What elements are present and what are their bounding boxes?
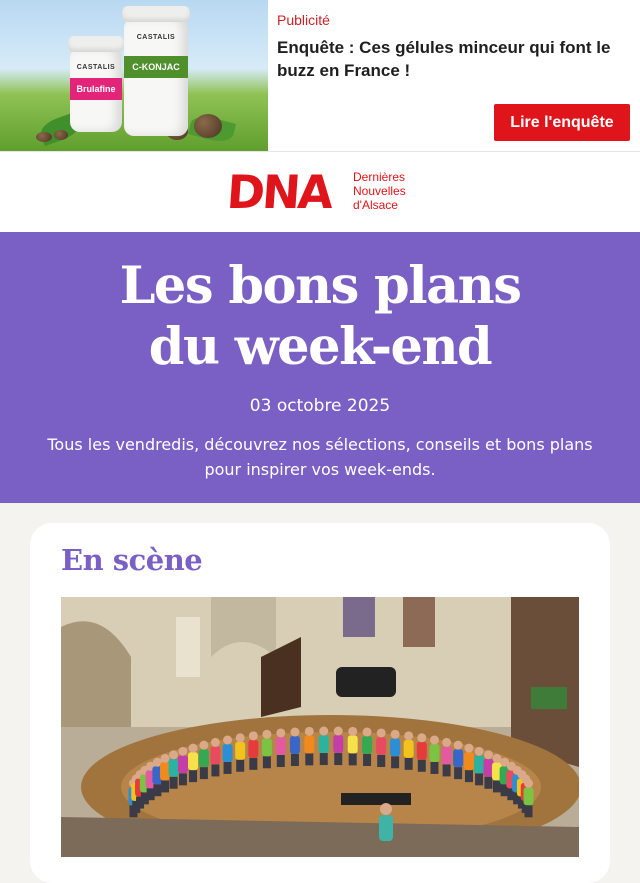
title-line: du week-end [148,317,492,377]
read-investigation-button[interactable]: Lire l'enquête [494,104,630,141]
singer-figure [178,747,188,786]
singer-figure [248,731,258,770]
bottle-name: C-KONJAC [124,56,188,78]
singer-figure [453,741,463,780]
singer-figure [524,779,534,818]
ad-title[interactable]: Enquête : Ces gélules minceur qui font le buzz en France ! [277,38,611,80]
singer-figure [417,733,427,772]
title-line: Les bons plans [119,256,521,316]
ad-label: Publicité [277,12,330,28]
section-title: En scène [61,543,203,577]
singer-figure [223,735,233,774]
choir-concert-photo[interactable] [61,597,579,857]
singer-figure [188,744,198,783]
singer-figure [169,750,179,789]
singer-figure [362,728,372,767]
hero-banner [0,232,640,503]
newsletter-title [0,256,640,378]
section-card [30,523,610,883]
bottle-brand: CASTALIS [76,64,116,71]
singer-figure [276,728,286,767]
singer-figure [390,730,400,769]
singer-figure [304,727,314,766]
singer-figure [210,738,220,777]
singer-figure [464,744,474,783]
singer-figure [160,754,170,793]
singer-figure [290,728,300,767]
logo-name-line: Dernières [353,170,406,184]
singer-figure [262,730,272,769]
bottle-name: Brulafine [70,78,122,100]
singer-figure [483,750,493,789]
singer-figure [442,738,452,777]
conductor-figure [379,803,393,841]
singer-figure [333,727,343,766]
singer-figure [429,735,439,774]
choir-concert-illustration [61,597,579,857]
newsletter-description: Tous les vendredis, découvrez nos sélections, conseils et bons plans pour inspirer vos week-ends. [47,435,593,479]
seed-decoration [54,130,68,140]
product-bottle-konjac [124,18,188,136]
singer-figure [404,731,414,770]
singer-figure [376,728,386,767]
singer-figure [199,741,209,780]
seed-decoration [36,132,52,142]
header-logo-area [0,152,640,232]
logo-newspaper-name [353,170,406,212]
singer-figure [474,747,484,786]
root-decoration [194,114,222,138]
singer-figure [235,733,245,772]
bottle-brand: CASTALIS [136,34,176,41]
newsletter-date: 03 octobre 2025 [249,396,391,416]
logo-name-line: d'Alsace [353,198,398,212]
logo-name-line: Nouvelles [353,184,406,198]
dna-logo[interactable]: DNA [225,165,333,219]
ad-banner[interactable] [0,0,640,152]
singer-figure [348,727,358,766]
ad-product-image[interactable] [0,0,268,152]
product-bottle-brulafine [70,48,122,132]
singer-figure [319,727,329,766]
